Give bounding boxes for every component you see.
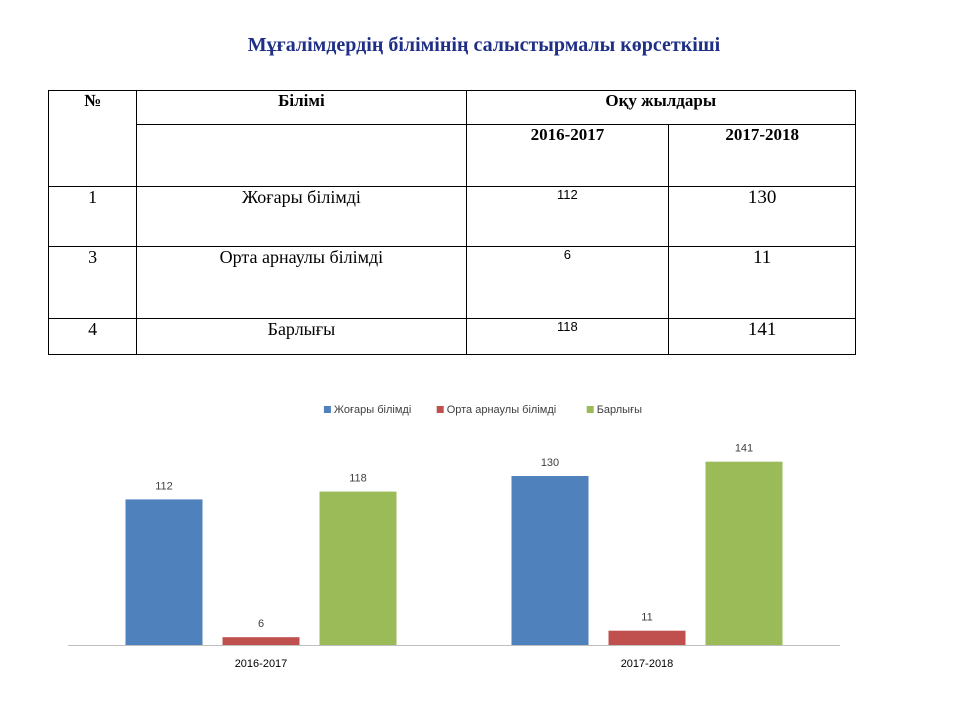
legend-swatch bbox=[437, 406, 444, 413]
row-label: Жоғары білімді bbox=[137, 187, 466, 247]
header-years-group: Оқу жылдары bbox=[466, 91, 855, 125]
header-year-2016-2017: 2016-2017 bbox=[466, 125, 669, 187]
row-value-2016-2017: 112 bbox=[466, 187, 669, 247]
bar bbox=[320, 492, 397, 645]
bar bbox=[609, 631, 686, 645]
bar-data-label: 11 bbox=[641, 611, 653, 624]
row-value-2017-2018: 141 bbox=[669, 319, 856, 355]
row-num: 1 bbox=[49, 187, 137, 247]
bar-data-label: 112 bbox=[155, 480, 173, 493]
bar-data-label: 6 bbox=[257, 618, 265, 631]
table-row bbox=[49, 187, 856, 247]
row-label: Орта арнаулы білімді bbox=[137, 247, 466, 319]
page-title: Мұғалімдердің білімінің салыстырмалы көрсеткіші bbox=[247, 34, 721, 56]
row-value-2017-2018: 130 bbox=[669, 187, 856, 247]
bar-data-label: 118 bbox=[349, 472, 367, 485]
bar bbox=[512, 476, 589, 645]
table-row bbox=[49, 247, 856, 319]
x-tick-label: 2017-2018 bbox=[620, 658, 674, 670]
legend-swatch bbox=[587, 406, 594, 413]
bar-chart bbox=[0, 380, 960, 680]
row-value-2017-2018: 11 bbox=[669, 247, 856, 319]
legend-label: Барлығы bbox=[596, 404, 643, 416]
x-tick-label: 2016-2017 bbox=[234, 658, 288, 670]
header-education: Білімі bbox=[137, 91, 466, 125]
row-num: 4 bbox=[49, 319, 137, 355]
bar-data-label: 141 bbox=[734, 442, 754, 455]
header-year-2017-2018: 2017-2018 bbox=[669, 125, 856, 187]
legend-label: Жоғары білімді bbox=[333, 404, 412, 416]
row-label: Барлығы bbox=[137, 319, 466, 355]
row-value-2016-2017: 6 bbox=[466, 247, 669, 319]
education-table bbox=[48, 90, 856, 355]
bar bbox=[126, 499, 203, 645]
table-row bbox=[49, 319, 856, 355]
header-empty-cell bbox=[137, 125, 466, 187]
bar-data-label: 130 bbox=[540, 457, 560, 469]
bar bbox=[706, 462, 783, 645]
row-num: 3 bbox=[49, 247, 137, 319]
legend-swatch bbox=[324, 406, 331, 413]
row-value-2016-2017: 118 bbox=[466, 319, 669, 355]
header-num: № bbox=[49, 91, 137, 187]
legend-label: Орта арнаулы білімді bbox=[446, 404, 557, 416]
bar bbox=[223, 637, 300, 645]
